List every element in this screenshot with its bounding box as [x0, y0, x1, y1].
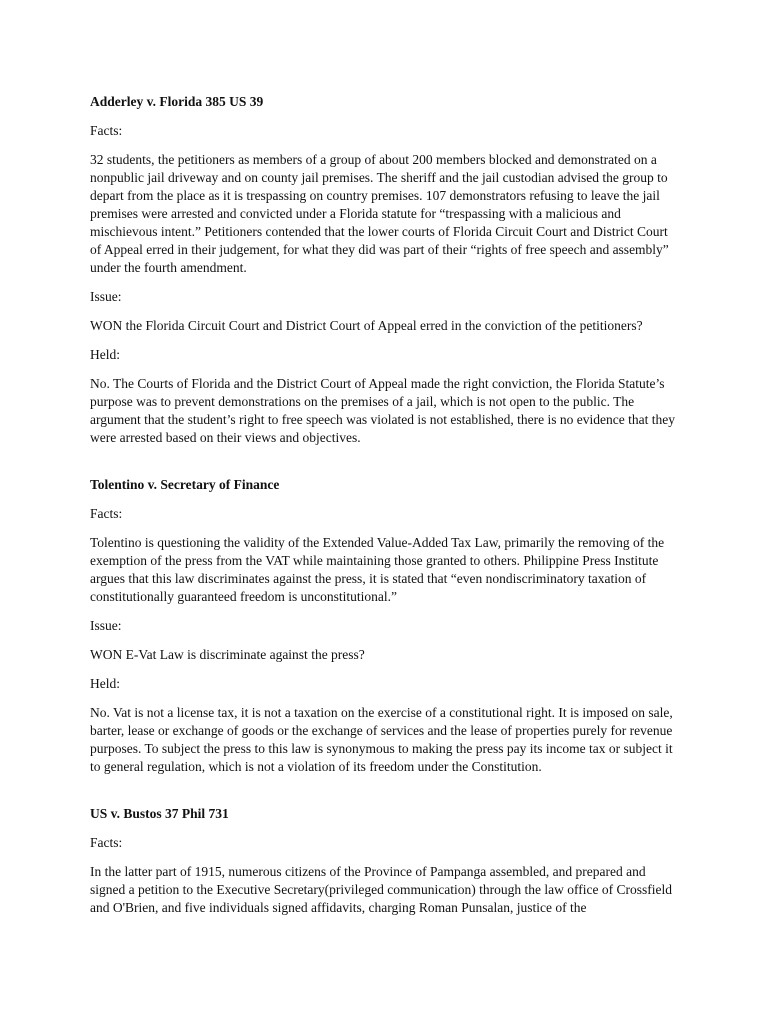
document-body	[90, 93, 680, 928]
case-separator	[90, 458, 680, 476]
case-tolentino	[90, 476, 680, 776]
held-label: Held:	[90, 676, 120, 691]
case-bustos	[90, 805, 680, 917]
case-title: Adderley v. Florida 385 US 39	[90, 94, 264, 109]
facts-paragraph: 32 students, the petitioners as members of a group of about 200 members blocked and demonstrated on a nonpublic jail driveway and on county jail premises. The sheriff and the jail custodian advised the group to depart from the place as it is trespassing on country premises. 107 demonstrators refusing to leave the jail premises were arrested and convicted under a Florida statute for “trespassing with a malicious and mischievous intent.” Petitioners contended that the lower courts of Florida Circuit Court and District Court of Appeal erred in their judgement, for what they did was part of their “rights of free speech and assembly” under the fourth amendment.	[90, 152, 669, 275]
case-title: Tolentino v. Secretary of Finance	[90, 477, 280, 492]
facts-paragraph: In the latter part of 1915, numerous citizens of the Province of Pampanga assembled, and prepared and signed a petition to the Executive Secretary(privileged communication) through the law office of Crossfield and O'Brien, and five individuals signed affidavits, charging Roman Punsalan, justice of the	[90, 864, 672, 915]
issue-label: Issue:	[90, 289, 122, 304]
case-title: US v. Bustos 37 Phil 731	[90, 806, 229, 821]
held-paragraph: No. Vat is not a license tax, it is not a taxation on the exercise of a constitutional right. It is imposed on sale, barter, lease or exchange of goods or the exchange of services and the lease of properties purely for revenue purposes. To subject the press to this law is synonymous to making the press pay its income tax or subject it to general regulation, which is not a violation of its freedom under the Constitution.	[90, 705, 673, 774]
case-separator	[90, 787, 680, 805]
issue-paragraph: WON the Florida Circuit Court and District Court of Appeal erred in the conviction of the petitioners?	[90, 318, 643, 333]
facts-paragraph: Tolentino is questioning the validity of the Extended Value-Added Tax Law, primarily the removing of the exemption of the press from the VAT while maintaining those granted to others. Philippine Press Institute argues that this law discriminates against the press, it is stated that “even nondiscriminatory taxation of constitutionally guaranteed freedom is unconstitutional.”	[90, 535, 665, 604]
facts-label: Facts:	[90, 835, 123, 850]
held-paragraph: No. The Courts of Florida and the District Court of Appeal made the right conviction, the Florida Statute’s purpose was to prevent demonstrations on the premises of a jail, which is not open to the public. The argument that the student’s right to free speech was violated is not established, there is no evidence that they were arrested based on their views and objectives.	[90, 376, 675, 445]
issue-label: Issue:	[90, 618, 122, 633]
case-adderley	[90, 93, 680, 447]
held-label: Held:	[90, 347, 120, 362]
issue-paragraph: WON E-Vat Law is discriminate against the press?	[90, 647, 365, 662]
facts-label: Facts:	[90, 506, 123, 521]
facts-label: Facts:	[90, 123, 123, 138]
